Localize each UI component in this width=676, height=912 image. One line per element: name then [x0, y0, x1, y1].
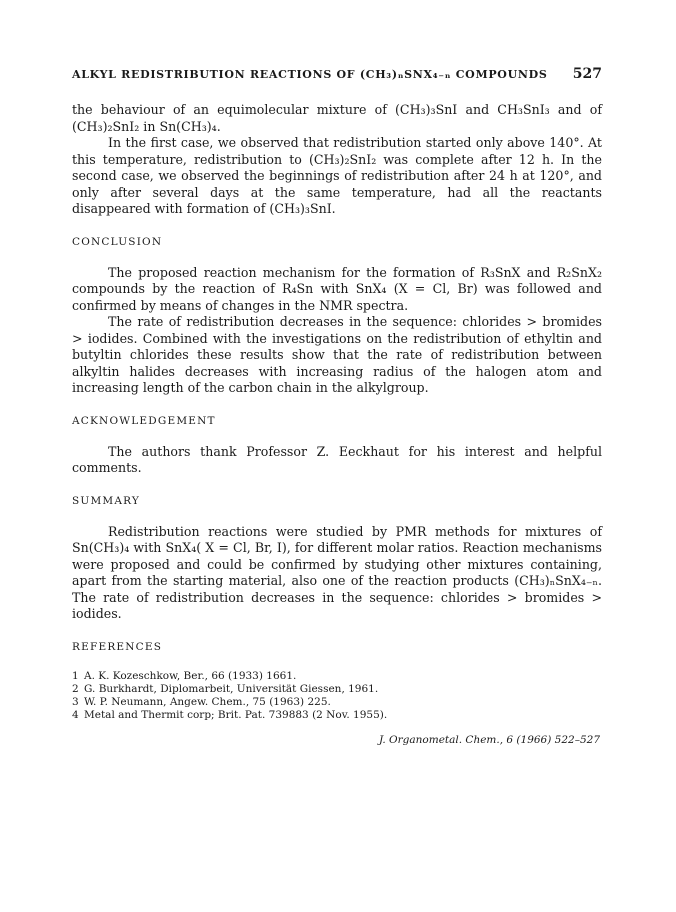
journal-citation: J. Organometal. Chem., 6 (1966) 522–527: [378, 733, 600, 746]
reference-text: G. Burkhardt, Diplomarbeit, Universität Giessen, 1961.: [84, 682, 379, 695]
conclusion-paragraph: The rate of redistribution decreases in the sequence: chlorides > bromides > iodides. Combined with the investigations on the redistribution of ethyltin and butyltin chlorides these results show that the rate of redistribution between alkyltin halides decreases with increasing radius of the halogen atom and increasing length of the carbon chain in the alkylgroup.: [72, 314, 602, 395]
body-paragraph: In the first case, we observed that redistribution started only above 140°. At this temperature, redistribution to (CH₃)₂SnI₂ was complete after 12 h. In the second case, we observed the beginnings of redistribution after 24 h at 120°, and only after several days at the same temperature, had all the reactants disappeared with formation of (CH₃)₃SnI.: [72, 135, 602, 216]
reference-number: 4: [72, 708, 79, 721]
reference-number: 3: [72, 695, 79, 708]
reference-item: [72, 683, 602, 696]
conclusion-paragraph: The proposed reaction mechanism for the formation of R₃SnX and R₂SnX₂ compounds by the reaction of R₄Sn with SnX₄ (X = Cl, Br) was followed and confirmed by means of changes in the NMR spectra.: [72, 264, 602, 313]
page: [72, 66, 602, 746]
reference-item: [72, 670, 602, 683]
running-title: ALKYL REDISTRIBUTION REACTIONS OF (CH₃)ₙSNX₄₋ₙ COMPOUNDS: [72, 68, 548, 81]
summary-text: Redistribution reactions were studied by PMR methods for mixtures of Sn(CH₃)₄ with SnX₄( X = Cl, Br, I), for different molar ratios. Reaction mechanisms were proposed and could be confirmed by studying other mixtures containing, apart from the starting material, also one of the reaction products (CH₃)ₙSnX₄₋ₙ. The rate of redistribution decreases in the sequence: chlorides > bromides > iodides.: [72, 523, 602, 621]
reference-item: [72, 709, 602, 722]
reference-text: Metal and Thermit corp; Brit. Pat. 739883 (2 Nov. 1955).: [84, 708, 388, 721]
reference-list: [72, 670, 602, 722]
acknowledgement-text: The authors thank Professor Z. Eeckhaut for his interest and helpful comments.: [72, 443, 602, 475]
page-number: 527: [572, 66, 602, 82]
reference-number: 2: [72, 682, 79, 695]
section-title-summary: SUMMARY: [72, 494, 141, 507]
section-title-acknowledgement: ACKNOWLEDGEMENT: [72, 414, 216, 427]
reference-text: W. P. Neumann, Angew. Chem., 75 (1963) 225.: [84, 695, 331, 708]
body-paragraph: the behaviour of an equimolecular mixture of (CH₃)₃SnI and CH₃SnI₃ and of (CH₃)₂SnI₂ in Sn(CH₃)₄.: [72, 102, 602, 134]
reference-number: 1: [72, 669, 79, 682]
reference-item: [72, 696, 602, 709]
reference-text: A. K. Kozeschkow, Ber., 66 (1933) 1661.: [84, 669, 297, 682]
section-title-conclusion: CONCLUSION: [72, 235, 163, 248]
running-head: [72, 66, 602, 82]
section-title-references: REFERENCES: [72, 640, 163, 653]
